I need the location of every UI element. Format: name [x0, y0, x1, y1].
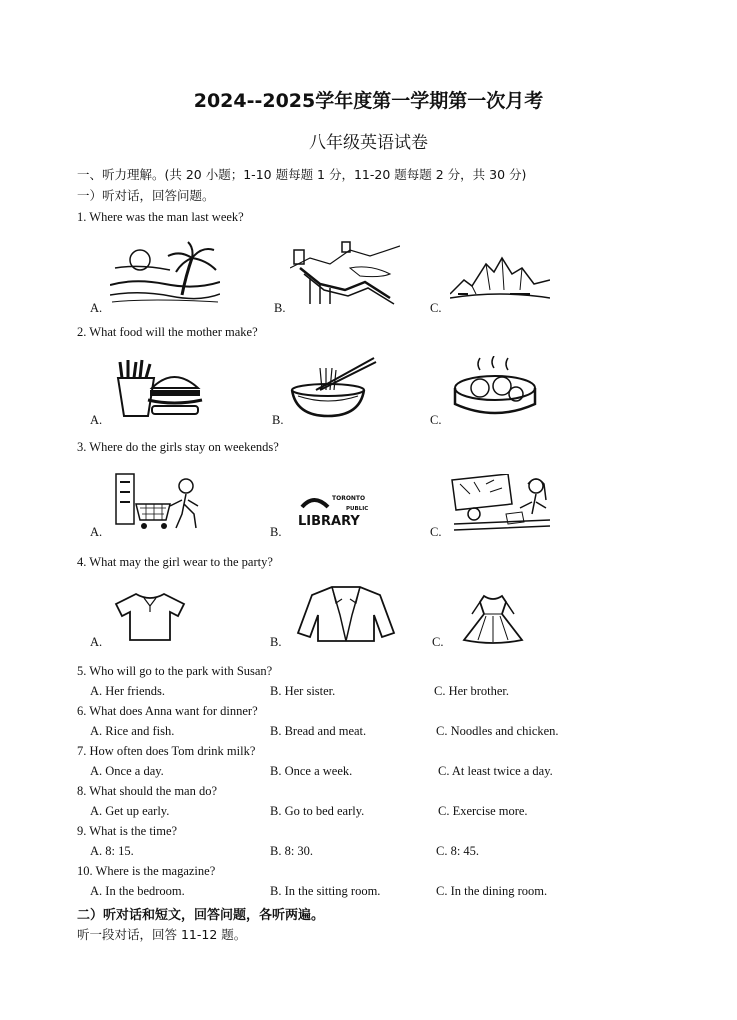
question-6: 6. What does Anna want for dinner?: [77, 704, 258, 718]
page-title: 2024--2025学年度第一学期第一次月考: [193, 90, 544, 112]
section2-instruction: 听一段对话，回答 11-12 题。: [77, 927, 247, 942]
q5-option-a: A. Her friends.: [90, 684, 165, 698]
q5-option-c: C. Her brother.: [434, 684, 509, 698]
question-4: 4. What may the girl wear to the party?: [77, 555, 273, 569]
q2-option-a-label: A.: [90, 413, 103, 427]
q4-option-b-label: B.: [270, 635, 282, 649]
question-1: 1. Where was the man last week?: [77, 210, 244, 224]
beach-icon: [110, 240, 220, 305]
mountain-icon: [450, 250, 550, 302]
q3-option-b-label: B.: [270, 525, 282, 539]
q1-option-c-label: C.: [430, 301, 442, 315]
jacket-icon: [296, 585, 396, 643]
noodles-bowl-icon: [288, 356, 378, 418]
section2-heading: 二）听对话和短文，回答问题，各听两遍。: [77, 908, 325, 923]
q10-option-b: B. In the sitting room.: [270, 884, 381, 898]
q9-option-a: A. 8: 15.: [90, 844, 134, 858]
q3-option-a-label: A.: [90, 525, 103, 539]
q4-option-a-label: A.: [90, 635, 103, 649]
question-2: 2. What food will the mother make?: [77, 325, 258, 339]
q7-option-a: A. Once a day.: [90, 764, 164, 778]
library-logo-icon: [296, 493, 380, 527]
q5-option-b: B. Her sister.: [270, 684, 336, 698]
q8-option-b: B. Go to bed early.: [270, 804, 365, 818]
svg-text:TORONTO: TORONTO: [332, 495, 366, 502]
q2-option-b-label: B.: [272, 413, 284, 427]
q7-option-c: C. At least twice a day.: [438, 764, 553, 778]
question-5: 5. Who will go to the park with Susan?: [77, 664, 273, 678]
q8-option-c: C. Exercise more.: [438, 804, 528, 818]
dress-icon: [460, 594, 526, 644]
q7-option-b: B. Once a week.: [270, 764, 353, 778]
question-10: 10. Where is the magazine?: [77, 864, 216, 878]
q1-option-b-label: B.: [274, 301, 286, 315]
q9-option-b: B. 8: 30.: [270, 844, 314, 858]
supermarket-icon: [110, 470, 205, 532]
svg-text:LIBRARY: LIBRARY: [298, 514, 360, 527]
q10-option-a: A. In the bedroom.: [90, 884, 185, 898]
q8-option-a: A. Get up early.: [90, 804, 170, 818]
q6-option-c: C. Noodles and chicken.: [436, 724, 559, 738]
question-9: 9. What is the time?: [77, 824, 178, 838]
svg-text:PUBLIC: PUBLIC: [346, 506, 369, 512]
question-3: 3. Where do the girls stay on weekends?: [77, 440, 279, 454]
steamed-buns-icon: [450, 356, 540, 420]
great-wall-icon: [290, 238, 400, 306]
part1-heading: 一）听对话，回答问题。: [77, 188, 215, 203]
tshirt-icon: [112, 592, 188, 642]
q9-option-c: C. 8: 45.: [436, 844, 480, 858]
q4-option-c-label: C.: [432, 635, 444, 649]
q6-option-a: A. Rice and fish.: [90, 724, 175, 738]
q3-option-c-label: C.: [430, 525, 442, 539]
question-8: 8. What should the man do?: [77, 784, 218, 798]
q2-option-c-label: C.: [430, 413, 442, 427]
fries-burger-icon: [112, 358, 212, 418]
section1-heading: 一、听力理解。(共 20 小题；1-10 题每题 1 分，11-20 题每题 2 分，共 30 分): [77, 167, 527, 182]
classroom-icon: [450, 474, 554, 534]
q1-option-a-label: A.: [90, 301, 103, 315]
q10-option-c: C. In the dining room.: [436, 884, 548, 898]
page-subtitle: 八年级英语试卷: [309, 133, 428, 153]
question-7: 7. How often does Tom drink milk?: [77, 744, 256, 758]
q6-option-b: B. Bread and meat.: [270, 724, 367, 738]
